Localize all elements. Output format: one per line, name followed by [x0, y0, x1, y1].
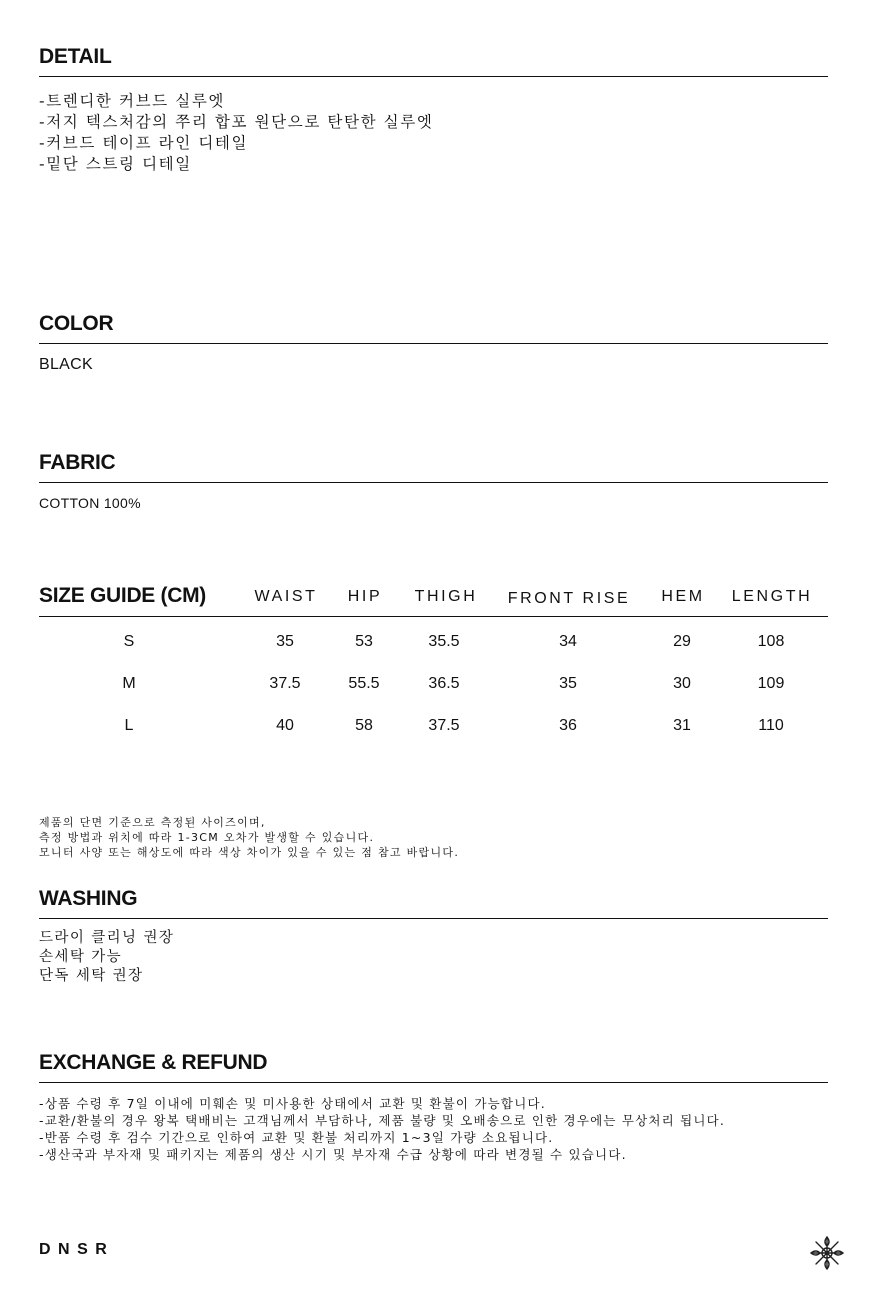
- exchange-refund-section: [39, 1052, 828, 1163]
- size-cell: 35.5: [428, 633, 460, 650]
- size-cell: 29: [673, 633, 691, 650]
- washing-heading: WASHING: [39, 888, 828, 919]
- washing-lines: [39, 929, 828, 986]
- size-notes: [39, 815, 459, 860]
- fabric-heading: FABRIC: [39, 452, 828, 483]
- size-cell: 55.5: [348, 675, 380, 692]
- washing-line: 단독 세탁 권장: [39, 968, 144, 984]
- size-label: M: [122, 675, 136, 692]
- size-cell: 108: [757, 633, 785, 650]
- refund-line: -생산국과 부자재 및 패키지는 제품의 생산 시기 및 부자재 수급 상황에 따라 변경될 수 있습니다.: [39, 1147, 627, 1162]
- refund-line: -상품 수령 후 7일 이내에 미훼손 및 미사용한 상태에서 교환 및 환불이 가능합니다.: [39, 1096, 546, 1111]
- note-line: 측정 방법과 위치에 따라 1-3CM 오차가 발생할 수 있습니다.: [39, 831, 375, 844]
- color-heading: COLOR: [39, 313, 828, 344]
- size-cell: 36: [559, 717, 577, 734]
- size-cell: 34: [559, 633, 577, 650]
- column-header-length: LENGTH: [731, 588, 813, 605]
- color-value: BLACK: [39, 356, 93, 373]
- size-cell: 35: [559, 675, 577, 692]
- column-header-front-rise: FRONT RISE: [507, 590, 631, 607]
- size-label: S: [123, 633, 135, 650]
- detail-heading: DETAIL: [39, 46, 828, 77]
- size-cell: 110: [758, 717, 784, 734]
- column-header-hip: HIP: [347, 588, 383, 605]
- detail-line: -밑단 스트링 디테일: [39, 155, 192, 173]
- size-label: L: [124, 717, 134, 734]
- size-guide-section: [39, 582, 828, 743]
- brand-logo: DNSR: [39, 1241, 115, 1258]
- detail-lines: [39, 91, 828, 175]
- color-section: [39, 313, 828, 374]
- washing-line: 드라이 클리닝 권장: [39, 930, 175, 946]
- fabric-section: [39, 452, 828, 511]
- detail-line: -트렌디한 커브드 실루엣: [39, 92, 225, 110]
- note-line: 제품의 단면 기준으로 측정된 사이즈이며,: [39, 816, 266, 829]
- size-cell: 37.5: [428, 717, 460, 734]
- exchange-refund-heading: EXCHANGE & REFUND: [39, 1052, 828, 1083]
- size-cell: 37.5: [269, 675, 301, 692]
- size-guide-heading: SIZE GUIDE (CM): [39, 584, 206, 607]
- size-cell: 40: [276, 717, 294, 734]
- size-cell: 35: [276, 633, 294, 650]
- note-line: 모니터 사양 또는 해상도에 따라 색상 차이가 있을 수 있는 점 참고 바랍니다.: [39, 846, 460, 859]
- column-header-waist: WAIST: [254, 588, 318, 605]
- fabric-value: COTTON 100%: [39, 495, 141, 511]
- detail-line: -저지 텍스처감의 쭈리 합포 원단으로 탄탄한 실루엣: [39, 113, 434, 131]
- washing-section: [39, 888, 828, 986]
- ornament-emblem-icon: [808, 1234, 846, 1272]
- size-guide-header: [39, 582, 828, 617]
- washing-line: 손세탁 가능: [39, 949, 123, 965]
- column-header-hem: HEM: [661, 588, 705, 605]
- refund-lines: [39, 1095, 828, 1163]
- size-row-s: [39, 617, 828, 659]
- refund-line: -교환/환불의 경우 왕복 택배비는 고객님께서 부담하나, 제품 불량 및 오배송으로 인한 경우에는 무상처리 됩니다.: [39, 1113, 726, 1128]
- size-cell: 31: [673, 717, 691, 734]
- detail-line: -커브드 테이프 라인 디테일: [39, 134, 249, 152]
- size-row-l: [39, 701, 828, 743]
- detail-section: [39, 46, 828, 175]
- column-header-thigh: THIGH: [414, 588, 478, 605]
- size-row-m: [39, 659, 828, 701]
- size-cell: 58: [355, 717, 373, 734]
- size-cell: 109: [757, 675, 785, 692]
- size-cell: 53: [355, 633, 373, 650]
- refund-line: -반품 수령 후 검수 기간으로 인하여 교환 및 환불 처리까지 1~3일 가량 소요됩니다.: [39, 1130, 554, 1145]
- size-cell: 30: [673, 675, 691, 692]
- size-cell: 36.5: [428, 675, 460, 692]
